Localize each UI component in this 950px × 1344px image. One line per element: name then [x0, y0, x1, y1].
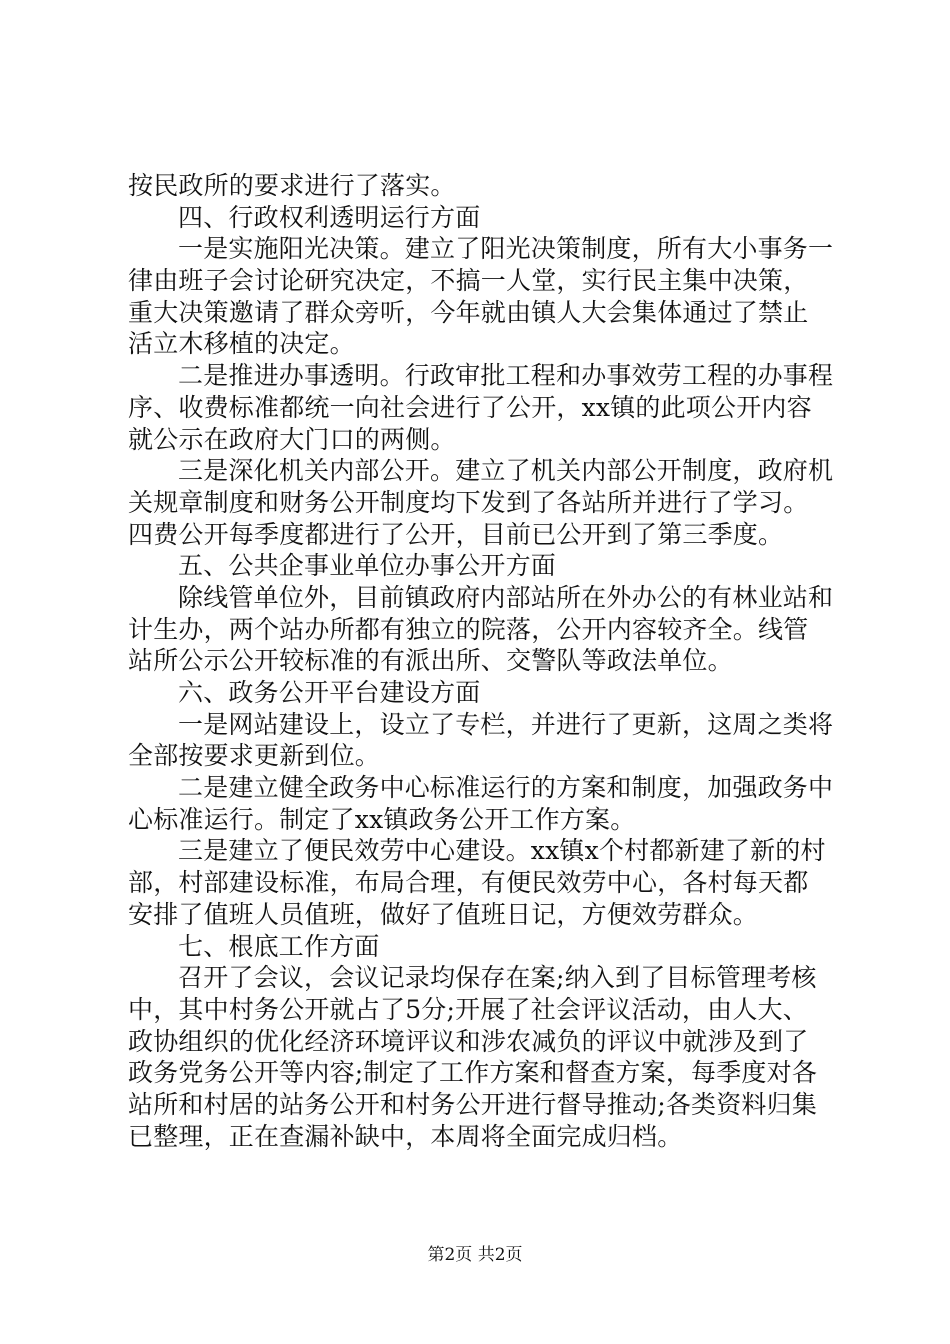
text-line: 召开了会议，会议记录均保存在案;纳入到了目标管理考核: [178, 963, 817, 993]
section-heading: 五、公共企事业单位办事公开方面: [178, 551, 557, 581]
text-line: 就公示在政府大门口的两侧。: [128, 424, 456, 454]
section-heading: 六、政务公开平台建设方面: [178, 678, 481, 707]
text-line: 政务党务公开等内容;制定了工作方案和督查方案，每季度对各: [128, 1058, 818, 1088]
text-line: 律由班子会讨论研究决定，不搞一人堂，实行民主集中决策，: [128, 266, 809, 296]
text-line: 一是网站建设上，设立了专栏，并进行了更新，这周之类将: [178, 709, 834, 739]
text-line: 已整理，正在查漏补缺中，本周将全面完成归档。: [128, 1121, 683, 1151]
text-line: 计生办，两个站办所都有独立的院落，公开内容较齐全。线管: [128, 614, 809, 644]
text-line: 安排了值班人员值班，做好了值班日记，方便效劳群众。: [128, 899, 759, 929]
text-line: 二是推进办事透明。行政审批工程和办事效劳工程的办事程: [178, 361, 834, 391]
section-heading: 七、根底工作方面: [178, 931, 380, 961]
text-line: 按民政所的要求进行了落实。: [128, 171, 456, 200]
text-line: 政协组织的优化经济环境评议和涉农减负的评议中就涉及到了: [128, 1026, 809, 1056]
text-line: 二是建立健全政务中心标准运行的方案和制度，加强政务中: [178, 773, 834, 803]
text-line: 重大决策邀请了群众旁听，今年就由镇人大会集体通过了禁止: [128, 297, 809, 327]
page-number-footer: 第2页 共2页: [427, 1245, 523, 1265]
section-heading: 四、行政权利透明运行方面: [178, 202, 481, 232]
text-line: 心标准运行。制定了xx镇政务公开工作方案。: [128, 804, 636, 834]
text-line: 三是深化机关内部公开。建立了机关内部公开制度，政府机: [178, 456, 834, 486]
text-line: 全部按要求更新到位。: [128, 741, 381, 771]
text-line: 序、收费标准都统一向社会进行了公开，xx镇的此项公开内容: [128, 392, 812, 422]
text-line: 四费公开每季度都进行了公开，目前已公开到了第三季度。: [128, 519, 784, 549]
text-line: 一是实施阳光决策。建立了阳光决策制度，所有大小事务一: [178, 234, 834, 264]
text-line: 中，其中村务公开就占了5分;开展了社会评议活动，由人大、: [128, 994, 808, 1024]
text-line: 站所公示公开较标准的有派出所、交警队等政法单位。: [128, 646, 733, 676]
text-line: 除线管单位外，目前镇政府内部站所在外办公的有林业站和: [178, 582, 834, 612]
text-line: 活立木移植的决定。: [128, 329, 355, 359]
text-line: 站所和村居的站务公开和村务公开进行督导推动;各类资料归集: [128, 1089, 818, 1119]
text-line: 关规章制度和财务公开制度均下发到了各站所并进行了学习。: [128, 487, 809, 517]
text-line: 三是建立了便民效劳中心建设。xx镇x个村都新建了新的村: [178, 836, 826, 866]
document-body: [128, 170, 838, 1152]
text-line: 部，村部建设标准，布局合理，有便民效劳中心，各村每天都: [128, 868, 809, 898]
